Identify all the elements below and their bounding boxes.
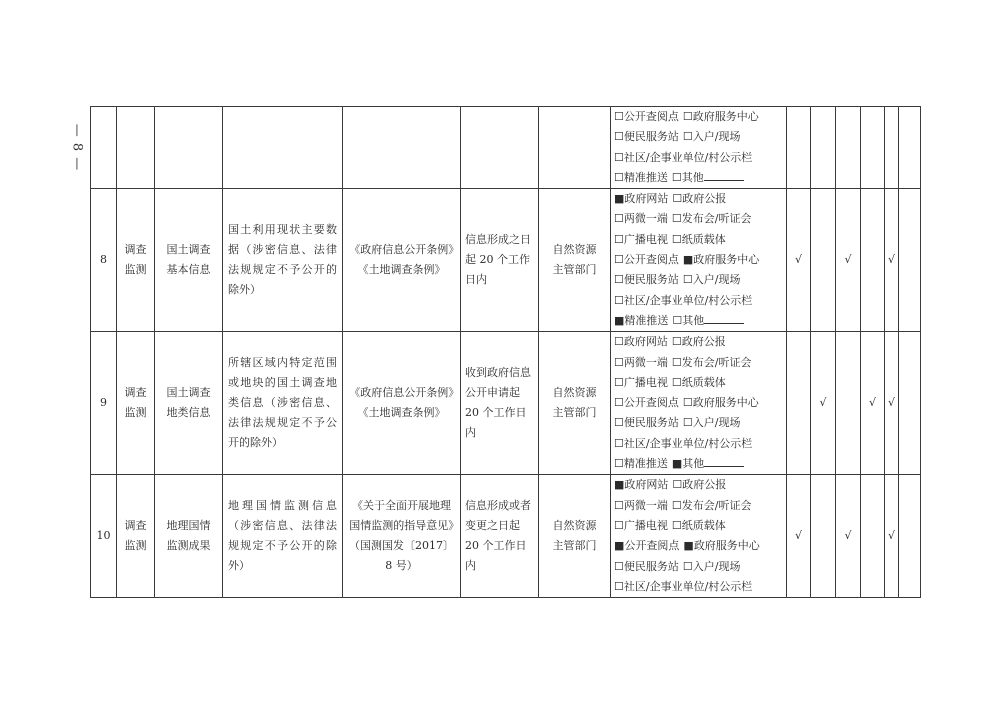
check-cell	[861, 107, 885, 189]
department-cell	[539, 332, 611, 475]
channel-line	[614, 270, 783, 290]
item-name-cell	[155, 189, 223, 332]
checkbox-icon: ☐	[614, 253, 624, 267]
channel-label: 社区/企事业单位/村公示栏	[623, 150, 753, 164]
check-cell	[787, 107, 811, 189]
channel-label: 广播电视	[623, 232, 668, 246]
checkbox-icon: ☐	[671, 335, 682, 349]
checkbox-icon: ☐	[682, 416, 693, 430]
channel-label: 其他	[682, 457, 705, 471]
channel-label: 便民服务站	[623, 416, 679, 430]
channel-label: 发布会/听证会	[681, 355, 752, 369]
channel-label: 社区/企事业单位/村公示栏	[623, 579, 753, 593]
basis-cell-text: 《政府信息公开条例》《土地调查条例》	[349, 386, 454, 420]
channel-label: 入户/现场	[692, 559, 741, 573]
channels-cell	[611, 107, 787, 189]
content-cell	[223, 189, 343, 332]
row-number-cell	[91, 332, 117, 475]
channel-label: 便民服务站	[623, 559, 679, 573]
channel-label: 便民服务站	[623, 130, 679, 144]
channel-line	[614, 127, 783, 147]
checkbox-icon: ☐	[671, 212, 682, 226]
channel-label: 其他	[682, 313, 705, 327]
checkbox-icon: ■	[614, 478, 625, 492]
check-cell	[836, 475, 861, 598]
channel-line	[614, 577, 783, 597]
page-number	[66, 122, 88, 172]
checkbox-icon: ☐	[672, 313, 683, 327]
channel-label: 纸质载体	[681, 375, 726, 389]
checkbox-icon: ■	[671, 457, 683, 471]
category-cell	[117, 107, 155, 189]
channel-label: 政府网站	[624, 192, 669, 206]
basis-cell	[343, 475, 461, 598]
checkbox-icon: ☐	[614, 518, 624, 532]
channel-line	[614, 536, 783, 556]
check-mark-icon: √	[844, 253, 852, 267]
checkbox-icon: ☐	[682, 396, 693, 410]
checkbox-icon: ☐	[672, 478, 683, 492]
channel-label: 社区/企事业单位/村公示栏	[623, 436, 753, 450]
channel-line	[614, 332, 783, 352]
check-cell	[899, 475, 921, 598]
check-mark-icon: √	[794, 529, 802, 543]
content-cell-text: 国土利用现状主要数据（涉密信息、法律法规规定不予公开的除外）	[228, 223, 337, 297]
row-number-cell-text: 9	[100, 396, 107, 410]
checkbox-icon: ☐	[614, 212, 624, 226]
checkbox-icon: ☐	[614, 579, 624, 593]
channel-label: 两微一端	[623, 498, 668, 512]
channel-label: 公开查阅点	[623, 110, 679, 123]
channel-label: 入户/现场	[692, 130, 741, 144]
basis-cell	[343, 189, 461, 332]
check-cell	[899, 189, 921, 332]
content-cell	[223, 107, 343, 189]
channel-line	[614, 413, 783, 433]
check-cell	[899, 107, 921, 189]
department-cell-text: 自然资源 主管部门	[552, 386, 597, 420]
content-cell-text: 地理国情监测信息（涉密信息、法律法规规定不予公开的除外）	[228, 499, 337, 573]
check-mark-icon: √	[794, 253, 802, 267]
channel-line	[614, 311, 783, 331]
time-limit-cell-text: 收到政府信息公开申请起 20 个工作日内	[465, 366, 531, 440]
channel-label: 政府服务中心	[692, 110, 759, 123]
checkbox-icon: ☐	[671, 170, 682, 184]
check-cell	[787, 189, 811, 332]
check-mark-icon: √	[887, 396, 895, 410]
checkbox-icon: ☐	[614, 416, 624, 430]
checkbox-icon: ☐	[682, 559, 693, 573]
checkbox-icon: ☐	[671, 355, 682, 369]
check-cell	[836, 332, 861, 475]
check-cell	[836, 189, 861, 332]
checkbox-icon: ☐	[614, 396, 624, 410]
channel-label: 政府网站	[623, 335, 668, 349]
channels-cell	[611, 332, 787, 475]
check-cell	[861, 189, 885, 332]
category-cell	[117, 189, 155, 332]
check-cell	[885, 332, 899, 475]
checkbox-icon: ☐	[614, 559, 624, 573]
department-cell-text: 自然资源 主管部门	[552, 243, 597, 277]
checkbox-icon: ☐	[614, 375, 624, 389]
time-limit-cell	[461, 189, 539, 332]
checkbox-icon: ☐	[671, 498, 682, 512]
checkbox-icon: ■	[614, 192, 625, 206]
check-cell	[787, 475, 811, 598]
category-cell-text: 调查 监测	[124, 243, 147, 277]
checkbox-icon: ☐	[614, 498, 624, 512]
table-row	[91, 107, 921, 189]
channel-line	[614, 230, 783, 250]
basis-cell	[343, 332, 461, 475]
check-cell	[861, 475, 885, 598]
basis-cell-text: 《关于全面开展地理国情监测的指导意见》（国测国发〔2017〕8 号）	[349, 499, 454, 573]
channel-line	[614, 107, 783, 127]
channel-line	[614, 393, 783, 413]
channel-label: 精准推送	[623, 457, 668, 471]
category-cell	[117, 332, 155, 475]
channel-label: 纸质载体	[681, 232, 726, 246]
check-mark-icon: √	[868, 396, 876, 410]
channels-cell	[611, 189, 787, 332]
row-number-cell	[91, 475, 117, 598]
check-cell	[811, 475, 836, 598]
table-row	[91, 475, 921, 598]
channel-label: 政府公报	[682, 478, 727, 492]
channel-label: 政府公报	[681, 335, 726, 349]
check-cell	[811, 332, 836, 475]
channel-line	[614, 168, 783, 188]
row-number-cell	[91, 189, 117, 332]
content-cell-text: 所辖区域内特定范围或地块的国土调查地类信息（涉密信息、法律法规规定不予公开的除外）	[228, 356, 337, 450]
checkbox-icon: ■	[614, 313, 625, 327]
checkbox-icon: ☐	[614, 130, 624, 144]
channel-label: 政府服务中心	[692, 396, 759, 410]
channel-label: 两微一端	[623, 355, 668, 369]
channel-label: 公开查阅点	[624, 539, 680, 553]
channel-line	[614, 475, 783, 495]
time-limit-cell-text: 信息形成或者变更之日起 20 个工作日内	[465, 499, 531, 573]
checkbox-icon: ☐	[614, 110, 624, 123]
channel-line	[614, 557, 783, 577]
time-limit-cell-text: 信息形成之日起 20 个工作日内	[465, 233, 531, 287]
channels-cell	[611, 475, 787, 598]
item-name-cell	[155, 475, 223, 598]
checkbox-icon: ■	[682, 253, 694, 267]
check-cell	[861, 332, 885, 475]
category-cell-text: 调查 监测	[124, 519, 147, 553]
channel-line	[614, 496, 783, 516]
channel-line	[614, 209, 783, 229]
channel-line	[614, 148, 783, 168]
checkbox-icon: ☐	[671, 518, 682, 532]
check-mark-icon: √	[887, 253, 895, 267]
checkbox-icon: ☐	[614, 335, 624, 349]
channel-label: 发布会/听证会	[681, 212, 752, 226]
basis-cell-text: 《政府信息公开条例》《土地调查条例》	[349, 243, 454, 277]
row-number-cell-text: 10	[96, 529, 111, 543]
channel-label: 入户/现场	[692, 273, 741, 287]
department-cell	[539, 189, 611, 332]
channel-line	[614, 516, 783, 536]
check-mark-icon: √	[887, 529, 895, 543]
checkbox-icon: ☐	[614, 457, 624, 471]
channel-label: 政府服务中心	[693, 539, 760, 553]
check-mark-icon: √	[819, 396, 827, 410]
item-name-cell-text: 国土调查 基本信息	[166, 243, 211, 277]
check-cell	[885, 189, 899, 332]
checkbox-icon: ☐	[682, 273, 693, 287]
checkbox-icon: ☐	[614, 355, 624, 369]
channel-line	[614, 434, 783, 454]
row-number-cell-text: 8	[100, 253, 107, 267]
channel-label: 公开查阅点	[623, 396, 679, 410]
channel-label: 发布会/听证会	[681, 498, 752, 512]
channel-label: 政府网站	[624, 478, 669, 492]
checkbox-icon: ☐	[682, 110, 693, 123]
item-name-cell-text: 国土调查 地类信息	[166, 386, 211, 420]
checkbox-icon: ☐	[671, 232, 682, 246]
checkbox-icon: ☐	[614, 436, 624, 450]
content-cell	[223, 332, 343, 475]
fill-in-blank	[704, 169, 744, 181]
channel-label: 广播电视	[623, 375, 668, 389]
department-cell	[539, 475, 611, 598]
department-cell	[539, 107, 611, 189]
checkbox-icon: ■	[683, 539, 694, 553]
time-limit-cell	[461, 332, 539, 475]
checkbox-icon: ☐	[614, 293, 624, 307]
check-cell	[811, 189, 836, 332]
checkbox-icon: ☐	[614, 150, 624, 164]
content-cell	[223, 475, 343, 598]
channel-label: 纸质载体	[681, 518, 726, 532]
channel-label: 便民服务站	[623, 273, 679, 287]
item-name-cell	[155, 107, 223, 189]
table-row	[91, 189, 921, 332]
checkbox-icon: ☐	[614, 170, 624, 184]
item-name-cell	[155, 332, 223, 475]
table-row	[91, 332, 921, 475]
time-limit-cell	[461, 475, 539, 598]
fill-in-blank	[704, 312, 744, 324]
checkbox-icon: ■	[614, 539, 625, 553]
disclosure-table	[90, 106, 921, 598]
time-limit-cell	[461, 107, 539, 189]
checkbox-icon: ☐	[682, 130, 693, 144]
category-cell	[117, 475, 155, 598]
check-cell	[836, 107, 861, 189]
department-cell-text: 自然资源 主管部门	[552, 519, 597, 553]
channel-label: 政府公报	[682, 192, 727, 206]
channel-line	[614, 250, 783, 270]
channel-line	[614, 373, 783, 393]
channel-line	[614, 189, 783, 209]
check-cell	[885, 107, 899, 189]
channel-label: 社区/企事业单位/村公示栏	[623, 293, 753, 307]
channel-label: 公开查阅点	[623, 253, 679, 267]
channel-line	[614, 291, 783, 311]
check-cell	[811, 107, 836, 189]
channel-line	[614, 454, 783, 474]
channel-line	[614, 353, 783, 373]
channel-label: 精准推送	[623, 170, 668, 184]
channel-label: 精准推送	[624, 313, 669, 327]
page-number-text: — 8 —	[69, 123, 85, 171]
channel-label: 政府服务中心	[693, 253, 760, 267]
item-name-cell-text: 地理国情 监测成果	[166, 519, 211, 553]
row-number-cell	[91, 107, 117, 189]
check-cell	[885, 475, 899, 598]
channel-label: 入户/现场	[692, 416, 741, 430]
fill-in-blank	[704, 455, 744, 467]
checkbox-icon: ☐	[614, 273, 624, 287]
check-cell	[787, 332, 811, 475]
checkbox-icon: ☐	[614, 232, 624, 246]
checkbox-icon: ☐	[672, 192, 683, 206]
channel-label: 广播电视	[623, 518, 668, 532]
check-cell	[899, 332, 921, 475]
channel-label: 两微一端	[623, 212, 668, 226]
basis-cell	[343, 107, 461, 189]
checkbox-icon: ☐	[671, 375, 682, 389]
category-cell-text: 调查 监测	[124, 386, 147, 420]
check-mark-icon: √	[844, 529, 852, 543]
channel-label: 其他	[681, 170, 704, 184]
